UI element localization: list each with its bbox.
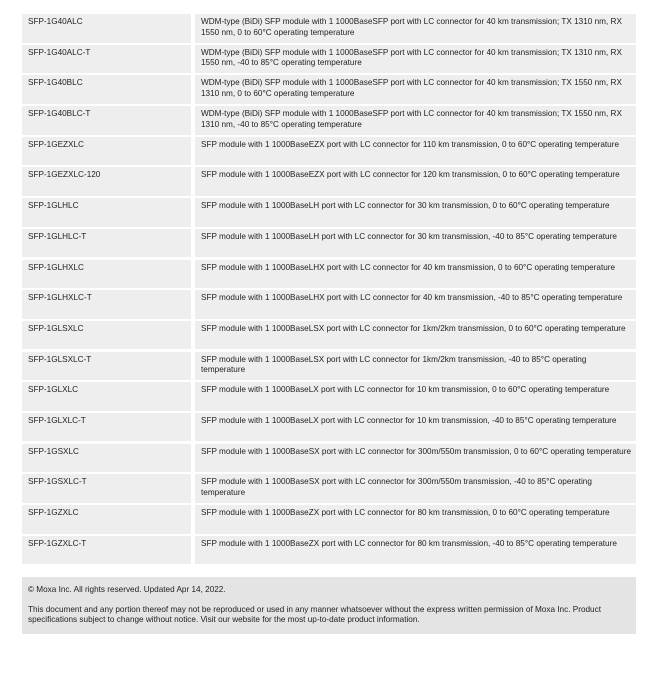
description-cell: SFP module with 1 1000BaseZX port with LC connector for 80 km transmission, 0 to 60°C operating temperature — [195, 505, 636, 534]
table-row — [22, 229, 636, 258]
model-cell: SFP-1GEZXLC — [22, 137, 191, 166]
table-row — [22, 198, 636, 227]
table-row — [22, 352, 636, 381]
table-row — [22, 290, 636, 319]
table-row — [22, 382, 636, 411]
table-row — [22, 75, 636, 104]
model-cell: SFP-1GZXLC — [22, 505, 191, 534]
description-cell: WDM-type (BiDi) SFP module with 1 1000BaseSFP port with LC connector for 40 km transmission; TX 1310 nm, RX 1550 nm, 0 to 60°C operating temperature — [195, 14, 636, 43]
document-footer — [22, 577, 636, 634]
model-cell: SFP-1G40BLC — [22, 75, 191, 104]
table-row — [22, 536, 636, 565]
model-cell: SFP-1GLSXLC — [22, 321, 191, 350]
table-row — [22, 260, 636, 289]
description-cell: SFP module with 1 1000BaseLH port with LC connector for 30 km transmission, 0 to 60°C operating temperature — [195, 198, 636, 227]
table-row — [22, 137, 636, 166]
description-cell: SFP module with 1 1000BaseSX port with LC connector for 300m/550m transmission, -40 to 85°C operating temperature — [195, 474, 636, 503]
model-cell: SFP-1GSXLC — [22, 444, 191, 473]
table-row — [22, 413, 636, 442]
description-cell: SFP module with 1 1000BaseLSX port with LC connector for 1km/2km transmission, -40 to 85°C operating temperature — [195, 352, 636, 381]
description-cell: SFP module with 1 1000BaseLSX port with LC connector for 1km/2km transmission, 0 to 60°C operating temperature — [195, 321, 636, 350]
description-cell: SFP module with 1 1000BaseEZX port with LC connector for 120 km transmission, 0 to 60°C operating temperature — [195, 167, 636, 196]
model-cell: SFP-1GEZXLC-120 — [22, 167, 191, 196]
table-row — [22, 45, 636, 74]
table-row — [22, 505, 636, 534]
model-cell: SFP-1GZXLC-T — [22, 536, 191, 565]
model-cell: SFP-1GLHLC — [22, 198, 191, 227]
description-cell: SFP module with 1 1000BaseLX port with LC connector for 10 km transmission, 0 to 60°C operating temperature — [195, 382, 636, 411]
model-cell: SFP-1GLHXLC — [22, 260, 191, 289]
spec-table — [22, 14, 636, 566]
description-cell: SFP module with 1 1000BaseLHX port with LC connector for 40 km transmission, 0 to 60°C operating temperature — [195, 260, 636, 289]
description-cell: WDM-type (BiDi) SFP module with 1 1000BaseSFP port with LC connector for 40 km transmission; TX 1550 nm, RX 1310 nm, -40 to 85°C operating temperature — [195, 106, 636, 135]
model-cell: SFP-1GLSXLC-T — [22, 352, 191, 381]
table-row — [22, 14, 636, 43]
model-cell: SFP-1G40BLC-T — [22, 106, 191, 135]
table-row — [22, 444, 636, 473]
model-cell: SFP-1G40ALC-T — [22, 45, 191, 74]
table-row — [22, 106, 636, 135]
description-cell: SFP module with 1 1000BaseZX port with LC connector for 80 km transmission, -40 to 85°C operating temperature — [195, 536, 636, 565]
model-cell: SFP-1GLHXLC-T — [22, 290, 191, 319]
description-cell: SFP module with 1 1000BaseEZX port with LC connector for 110 km transmission, 0 to 60°C operating temperature — [195, 137, 636, 166]
description-cell: WDM-type (BiDi) SFP module with 1 1000BaseSFP port with LC connector for 40 km transmission; TX 1550 nm, RX 1310 nm, 0 to 60°C operating temperature — [195, 75, 636, 104]
description-cell: SFP module with 1 1000BaseLHX port with LC connector for 40 km transmission, -40 to 85°C operating temperature — [195, 290, 636, 319]
description-cell: SFP module with 1 1000BaseSX port with LC connector for 300m/550m transmission, 0 to 60°C operating temperature — [195, 444, 636, 473]
table-row — [22, 321, 636, 350]
model-cell: SFP-1GLHLC-T — [22, 229, 191, 258]
model-cell: SFP-1GLXLC-T — [22, 413, 191, 442]
model-cell: SFP-1GLXLC — [22, 382, 191, 411]
table-row — [22, 474, 636, 503]
description-cell: WDM-type (BiDi) SFP module with 1 1000BaseSFP port with LC connector for 40 km transmission; TX 1310 nm, RX 1550 nm, -40 to 85°C operating temperature — [195, 45, 636, 74]
copyright-notice: © Moxa Inc. All rights reserved. Updated Apr 14, 2022. — [28, 585, 226, 594]
table-row — [22, 167, 636, 196]
legal-disclaimer: This document and any portion thereof may not be reproduced or used in any manner whatsoever without the express written permission of Moxa Inc. Product specifications subject to change without notice. Visit our website for the most up-to-date product information. — [28, 604, 601, 624]
model-cell: SFP-1G40ALC — [22, 14, 191, 43]
description-cell: SFP module with 1 1000BaseLX port with LC connector for 10 km transmission, -40 to 85°C operating temperature — [195, 413, 636, 442]
model-cell: SFP-1GSXLC-T — [22, 474, 191, 503]
description-cell: SFP module with 1 1000BaseLH port with LC connector for 30 km transmission, -40 to 85°C operating temperature — [195, 229, 636, 258]
